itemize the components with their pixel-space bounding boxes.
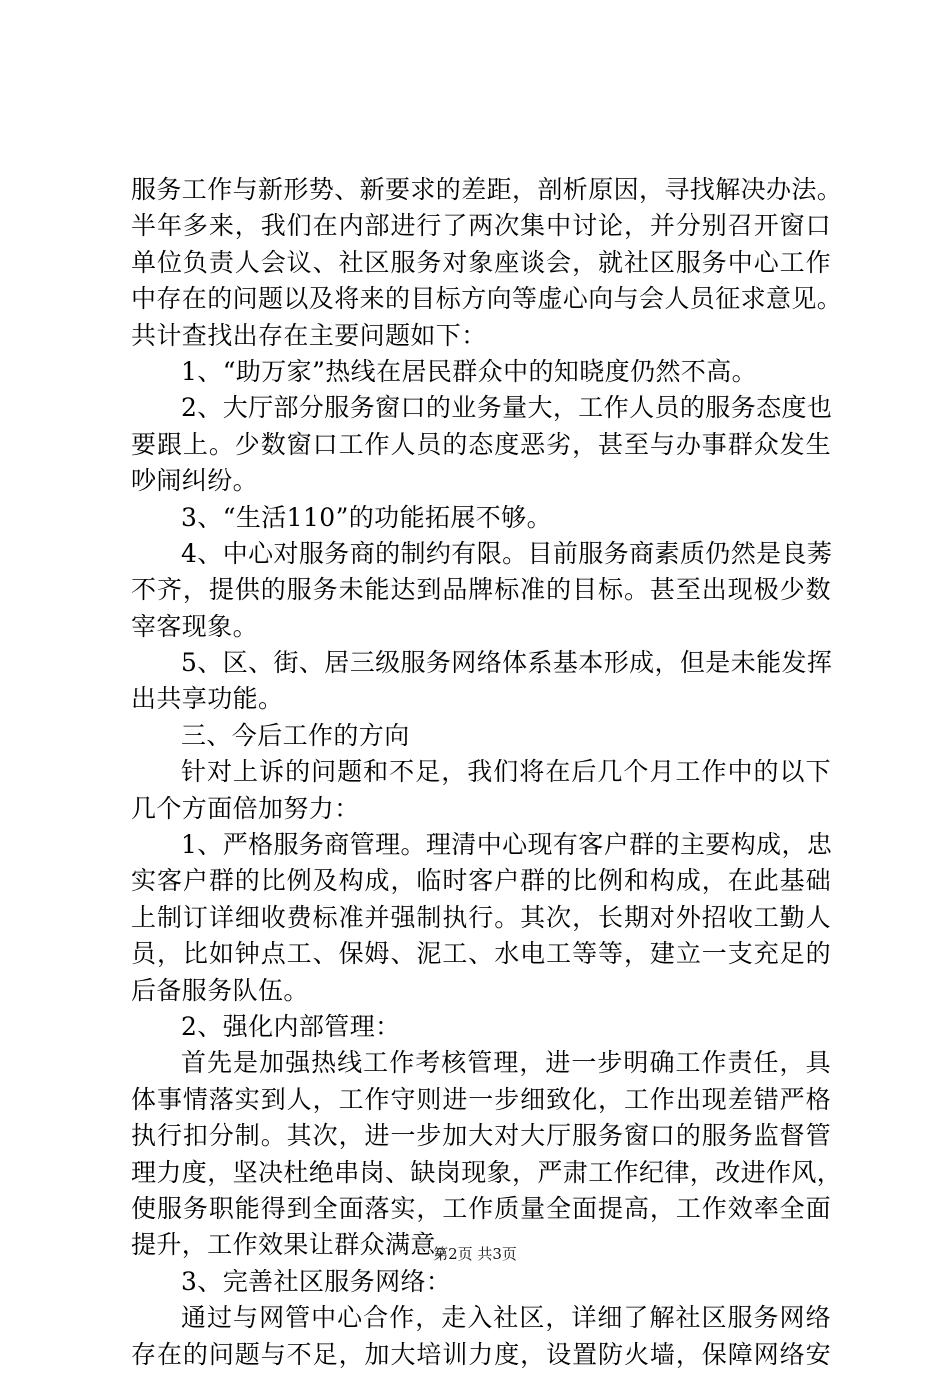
text-line: 宰客现象。 <box>131 611 259 641</box>
text-line: 1、严格服务商管理。理清中心现有客户群的主要构成，忠 <box>181 830 833 860</box>
document-body <box>131 172 843 1373</box>
text-line: 2、强化内部管理： <box>181 1011 401 1041</box>
text-line: 3、“生活110”的功能拓展不够。 <box>181 502 552 532</box>
text-line: 通过与网管中心合作，走入社区，详细了解社区服务网络 <box>181 1303 831 1333</box>
text-line: 中存在的问题以及将来的目标方向等虚心向与会人员征求意见。 <box>131 284 843 314</box>
text-line: 3、完善社区服务网络： <box>181 1266 452 1296</box>
text-line: 几个方面倍加努力： <box>131 793 360 823</box>
text-line: 提升，工作效果让群众满意。 <box>131 1230 462 1260</box>
text-line: 5、区、街、居三级服务网络体系基本形成，但是未能发挥 <box>181 648 833 678</box>
text-line: 针对上诉的问题和不足，我们将在后几个月工作中的以下 <box>181 757 831 787</box>
text-line: 员，比如钟点工、保姆、泥工、水电工等等，建立一支充足的 <box>131 939 831 969</box>
text-line: 首先是加强热线工作考核管理，进一步明确工作责任，具 <box>181 1048 831 1078</box>
text-line: 理力度，坚决杜绝串岗、缺岗现象，严肃工作纪律，改进作风， <box>131 1157 843 1187</box>
text-line: 不齐，提供的服务未能达到品牌标准的目标。甚至出现极少数 <box>131 575 831 605</box>
text-line: 后备服务队伍。 <box>131 975 309 1005</box>
text-line: 三、今后工作的方向 <box>181 720 410 750</box>
text-line: 单位负责人会议、社区服务对象座谈会，就社区服务中心工作 <box>131 247 831 277</box>
text-line: 共计查找出存在主要问题如下： <box>131 320 487 350</box>
text-line: 1、“助万家”热线在居民群众中的知晓度仍然不高。 <box>181 356 758 386</box>
text-line: 要跟上。少数窗口工作人员的态度恶劣，甚至与办事群众发生 <box>131 429 831 459</box>
page-footer: 第2页 共3页 <box>433 1245 517 1263</box>
text-line: 使服务职能得到全面落实，工作质量全面提高，工作效率全面 <box>131 1193 831 1223</box>
text-line: 上制订详细收费标准并强制执行。其次，长期对外招收工勤人 <box>131 902 831 932</box>
text-line: 半年多来，我们在内部进行了两次集中讨论，并分别召开窗口 <box>131 211 831 241</box>
text-line: 出共享功能。 <box>131 684 284 714</box>
text-line: 实客户群的比例及构成，临时客户群的比例和构成，在此基础 <box>131 866 831 896</box>
text-line: 体事情落实到人，工作守则进一步细致化，工作出现差错严格 <box>131 1084 831 1114</box>
text-line: 执行扣分制。其次，进一步加大对大厅服务窗口的服务监督管 <box>131 1121 831 1151</box>
text-line: 4、中心对服务商的制约有限。目前服务商素质仍然是良莠 <box>181 538 833 568</box>
text-line: 服务工作与新形势、新要求的差距，剖析原因，寻找解决办法。 <box>131 175 843 204</box>
text-line: 吵闹纠纷。 <box>131 466 259 496</box>
text-line: 存在的问题与不足，加大培训力度，设置防火墙，保障网络安 <box>131 1339 831 1369</box>
text-line: 2、大厅部分服务窗口的业务量大，工作人员的服务态度也 <box>181 393 833 423</box>
